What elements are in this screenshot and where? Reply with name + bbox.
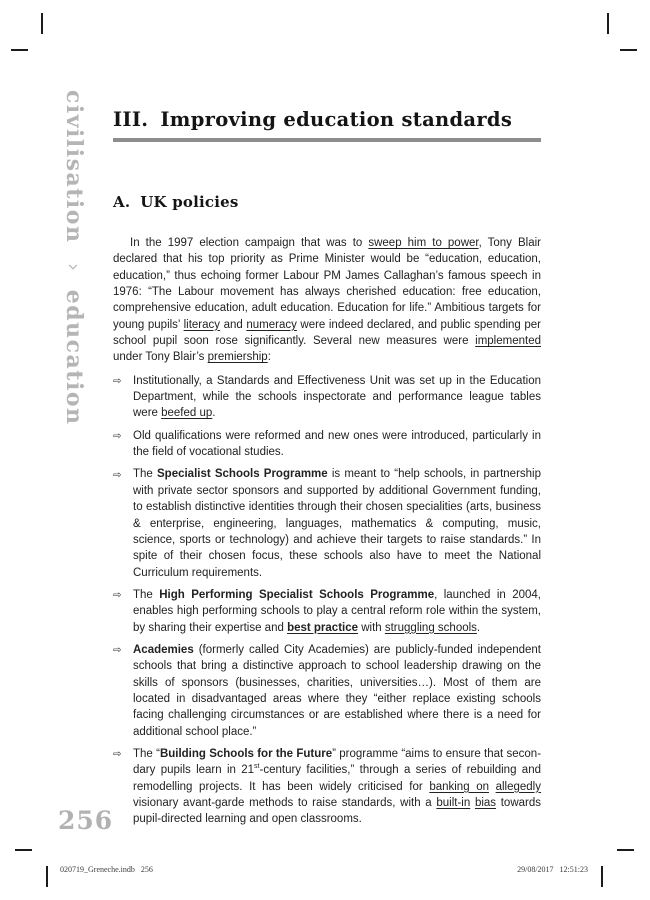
bullet-item bbox=[113, 746, 541, 828]
page-number: 256 bbox=[58, 806, 114, 835]
text-run: -century facilities,” through a series of rebuilding and remodelling projects. It has been widely criticised for bbox=[133, 764, 541, 793]
text-run: best practice bbox=[287, 621, 359, 634]
text-run: . bbox=[212, 407, 216, 420]
text-run: . bbox=[476, 621, 481, 634]
crop-mark-top-left-vertical bbox=[41, 13, 43, 34]
text-run: beefed up bbox=[161, 407, 213, 420]
text-run: ” programme “aims to ensure that secondary pupils learn in 21 bbox=[133, 747, 542, 777]
crop-mark-bottom-right-vertical bbox=[601, 866, 603, 887]
chevron-down-icon: › bbox=[62, 262, 86, 271]
section-heading bbox=[113, 193, 541, 211]
chapter-number: III. bbox=[113, 108, 149, 131]
text-run: , Tony Blair declared that his top priority as Prime Minister would be “education, education, education,” thus echoing former Labour PM James Callaghan’s famous speech in 1976: “The Labour movement has always cherished education: free education, comprehensive education, adult education. Education for life.” Ambitious targets for young pupils’ bbox=[113, 237, 541, 331]
text-run: implemented bbox=[475, 335, 541, 348]
bullet-arrow-icon: ⇨ bbox=[113, 431, 122, 443]
text-run: were indeed declared, and public spending per school pupil soon rose significantly. Several new measures were bbox=[113, 318, 541, 348]
text-run: Institutionally, a Standards and Effectiveness Unit was set up in the Education Department, while the schools inspectorate and performance league tables were bbox=[133, 374, 541, 420]
text-run: premiership bbox=[207, 351, 268, 364]
footer-filename: 020719_Greneche.indb 256 bbox=[60, 865, 153, 874]
crop-mark-bottom-right-horizontal bbox=[617, 849, 634, 851]
text-run: : bbox=[267, 351, 271, 364]
text-run: High Performing Specialist Schools Programme bbox=[159, 588, 435, 601]
text-run: is meant to “help schools, in partnership with private sector sponsors and supported by additional Government funding, to establish distinctive identities through their chosen specialities (arts, business & enterprise, engineering, languages, mathematics & computing, music, science, sports or technology) and achieve their targets to raise standards.” In spite of their chosen focus, these schools also have to meet the National Curriculum requirements. bbox=[133, 468, 542, 579]
bullet-arrow-icon: ⇨ bbox=[113, 469, 122, 481]
text-run: numeracy bbox=[246, 318, 297, 331]
text-run: struggling schools bbox=[384, 621, 477, 634]
bullet-list bbox=[113, 373, 541, 828]
section-heading-text: UK policies bbox=[140, 193, 239, 211]
bullet-text bbox=[133, 375, 541, 420]
bullet-item bbox=[113, 587, 541, 636]
text-run: with bbox=[358, 621, 385, 634]
text-run: , launched in 2004, enables high performing schools to play a central reform role within the system, by sharing their expertise and bbox=[133, 588, 541, 634]
section-letter: A. bbox=[113, 193, 131, 211]
text-run: banking on bbox=[429, 780, 489, 793]
bullet-arrow-icon: ⇨ bbox=[113, 376, 122, 388]
text-run: In the 1997 election campaign that was to bbox=[130, 237, 369, 249]
text-run: The bbox=[133, 588, 160, 601]
text-run: Old qualifications were reformed and new ones were introduced, particularly in the field of vocational studies. bbox=[133, 429, 541, 459]
bullet-arrow-icon: ⇨ bbox=[113, 590, 122, 602]
bullet-text bbox=[133, 748, 541, 825]
crop-mark-top-right-vertical bbox=[607, 13, 609, 34]
bullet-text bbox=[133, 468, 541, 578]
bullet-text bbox=[133, 644, 541, 738]
bullet-text bbox=[133, 430, 541, 458]
text-run: visionary avant-garde methods to raise standards, with a bbox=[133, 797, 437, 809]
text-run: The “ bbox=[133, 747, 160, 760]
sidebar-label-civilisation: civilisation bbox=[61, 90, 87, 244]
text-run: literacy bbox=[183, 318, 221, 331]
bullet-item bbox=[113, 466, 541, 580]
text-run: (formerly called City Academies) are publicly-funded independent schools that bring a distinctive approach to school leadership drawing on the skills of sponsors (businesses, charities, universities…). Most of them are located in disadvantaged areas where they “either replace existing schools facing challenging circumstances or are established where there is a need for additional school place.” bbox=[133, 643, 541, 738]
chapter-title bbox=[113, 108, 541, 131]
title-rule bbox=[113, 138, 541, 142]
bullet-item bbox=[113, 373, 541, 422]
text-run: under Tony Blair’s bbox=[113, 351, 208, 364]
text-run: sweep him to power bbox=[368, 237, 479, 249]
footer-timestamp: 29/08/2017 12:51:23 bbox=[517, 865, 588, 874]
text-run: Building Schools for the Future bbox=[159, 747, 333, 760]
sidebar-label-education: education bbox=[61, 289, 87, 426]
text-run: st bbox=[254, 763, 260, 771]
text-run: bias bbox=[474, 797, 497, 809]
text-run: towards pupil-directed learning and open classrooms. bbox=[133, 797, 541, 826]
text-run: The bbox=[133, 468, 157, 481]
text-run: Academies bbox=[133, 643, 194, 656]
text-run: and bbox=[220, 318, 247, 331]
text-run bbox=[489, 781, 496, 793]
sidebar-vertical-label bbox=[56, 90, 92, 570]
crop-mark-bottom-left-horizontal bbox=[15, 849, 32, 851]
bullet-item bbox=[113, 428, 541, 461]
text-run: allegedly bbox=[495, 780, 541, 793]
intro-paragraph bbox=[113, 235, 541, 366]
bullet-text bbox=[133, 589, 541, 634]
bullet-arrow-icon: ⇨ bbox=[113, 645, 122, 657]
chapter-title-text: Improving education standards bbox=[160, 108, 513, 131]
text-run: built-in bbox=[436, 797, 471, 809]
bullet-arrow-icon: ⇨ bbox=[113, 749, 122, 761]
crop-mark-top-left-horizontal bbox=[11, 49, 28, 51]
crop-mark-top-right-horizontal bbox=[620, 49, 637, 51]
crop-mark-bottom-left-vertical bbox=[46, 866, 48, 887]
bullet-item bbox=[113, 642, 541, 740]
text-run: Specialist Schools Programme bbox=[157, 468, 328, 481]
main-text-column bbox=[113, 108, 541, 834]
